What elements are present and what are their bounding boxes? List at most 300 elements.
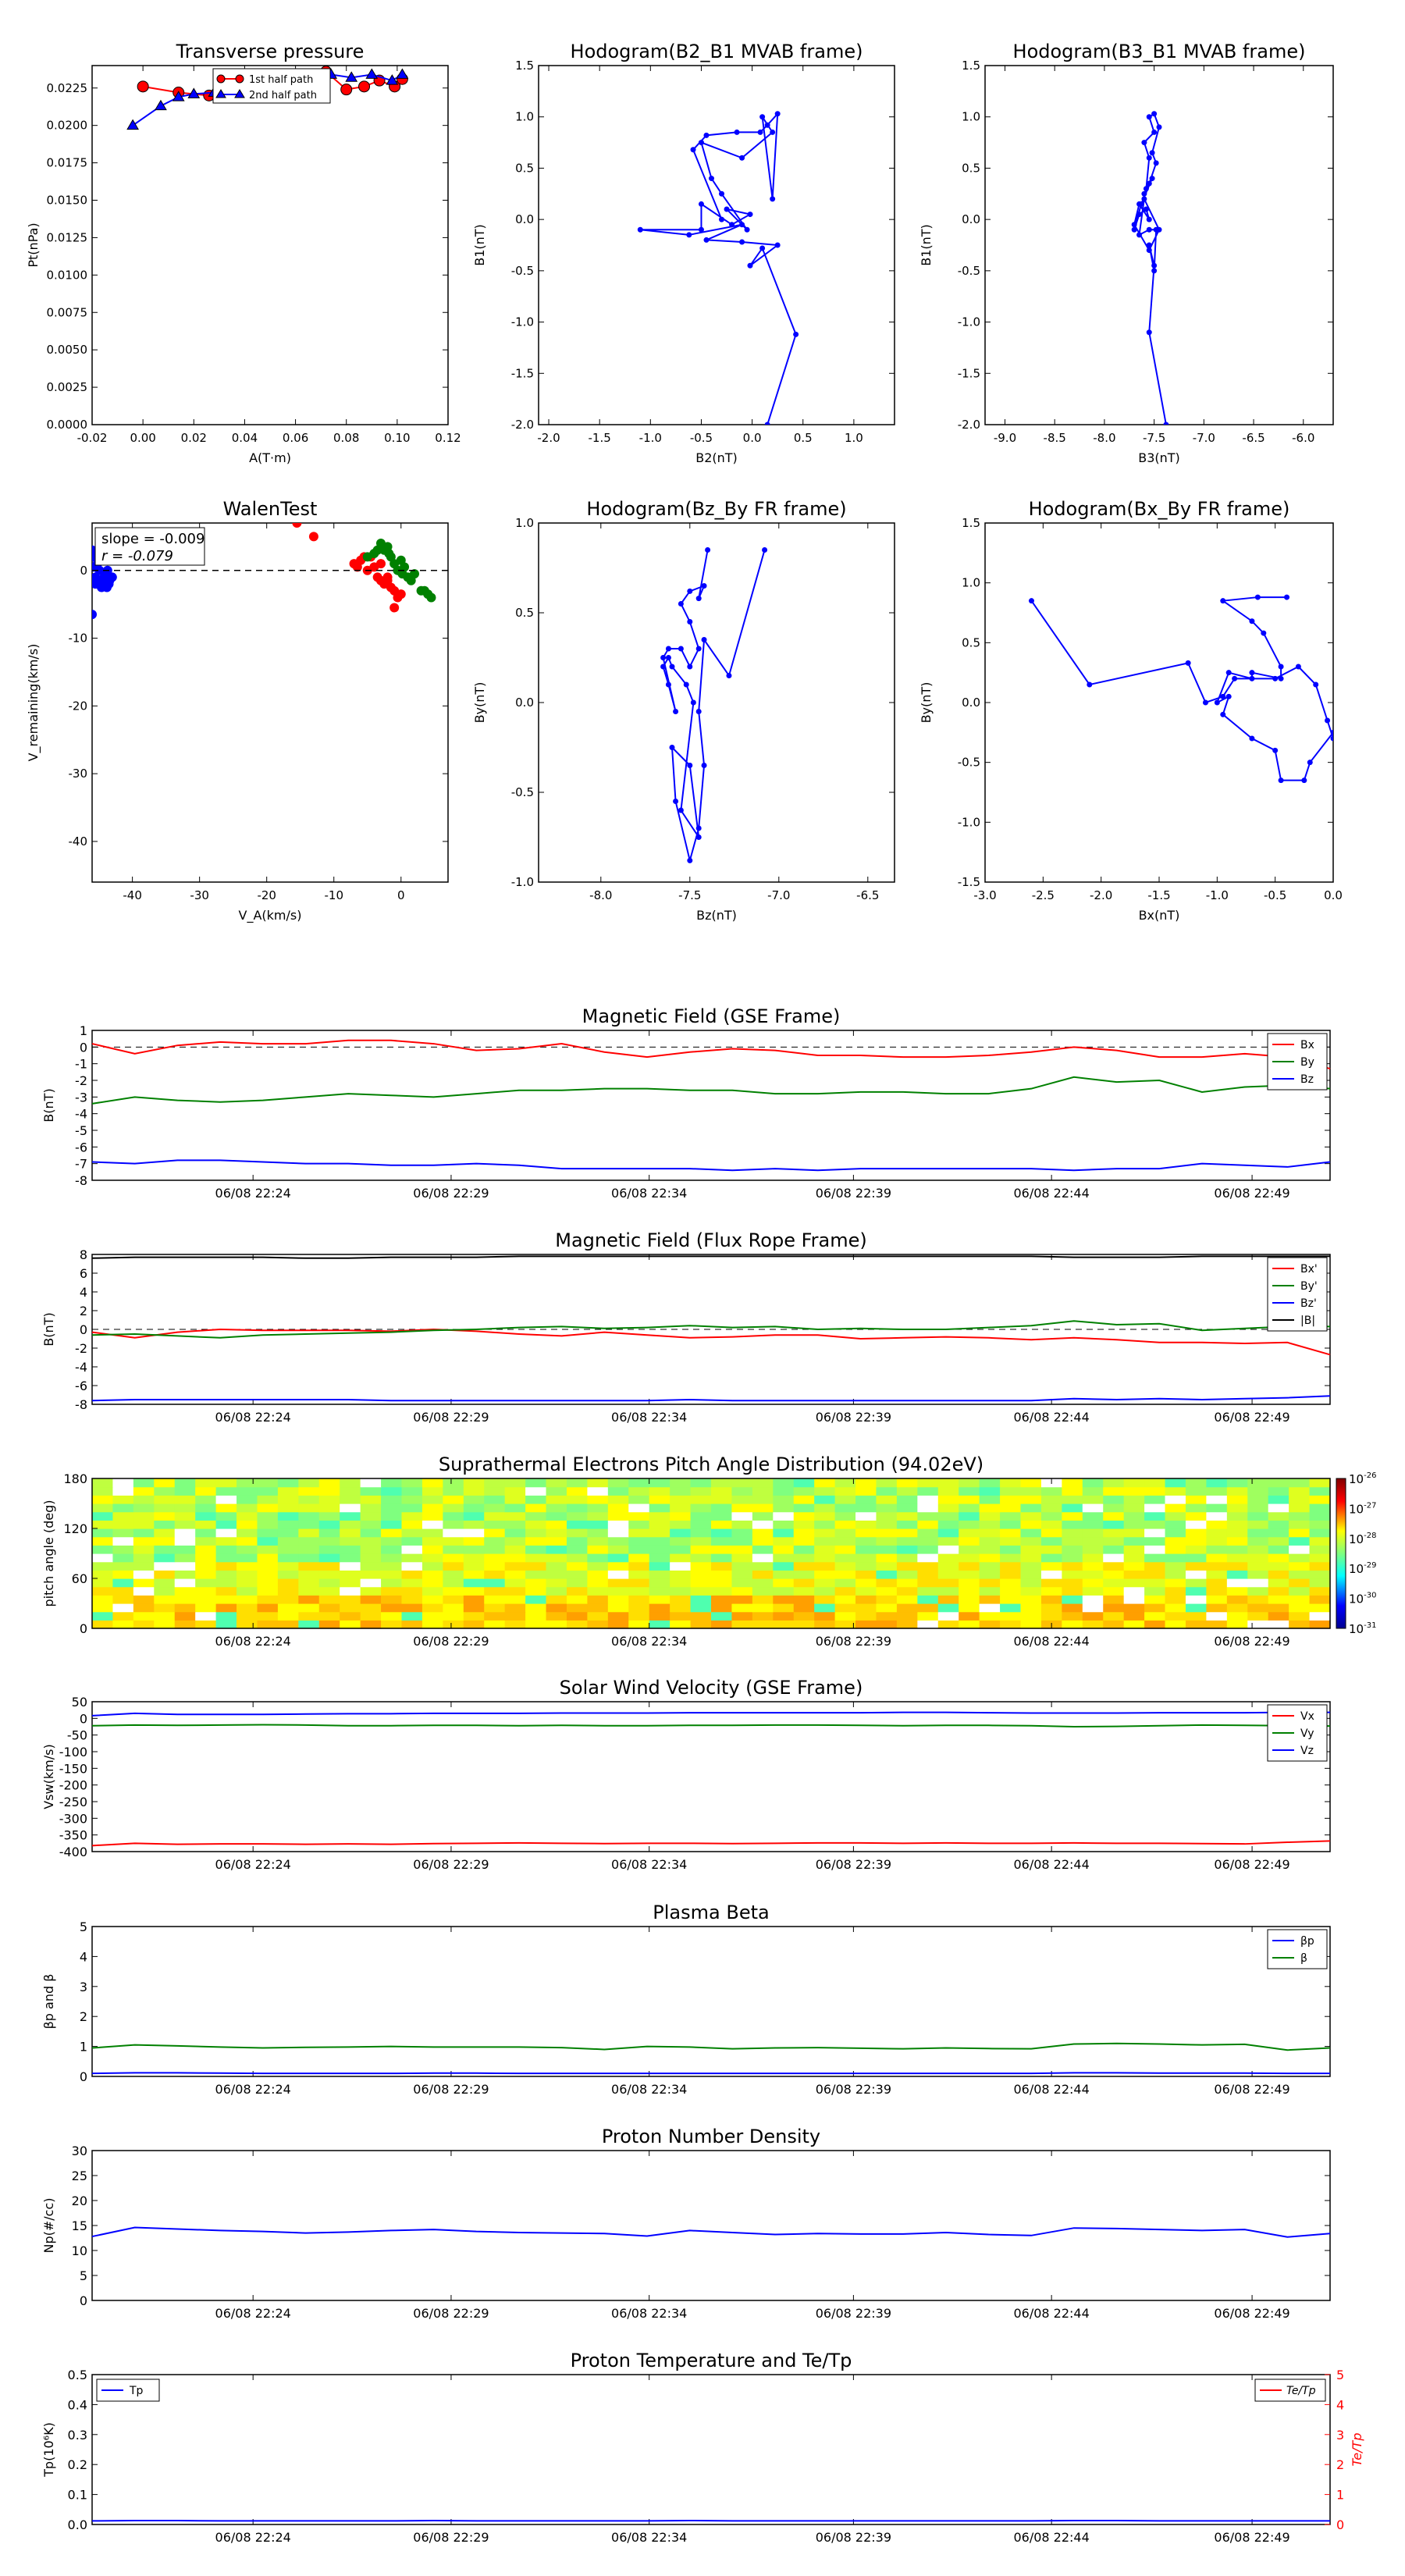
tp2-xtick-label: 06/08 22:29: [413, 2530, 489, 2545]
pad-cell: [112, 1478, 133, 1487]
fr1-point: [726, 673, 731, 678]
pad-cell: [1124, 1603, 1145, 1612]
pad-cell: [628, 1553, 649, 1562]
pad-cell: [1206, 1512, 1227, 1521]
pad-cell: [1227, 1595, 1248, 1603]
beta-ytick-label: 4: [79, 1949, 87, 1965]
pad-cell: [1144, 1537, 1165, 1546]
pad-cell: [1206, 1612, 1227, 1621]
pad-cell: [670, 1487, 691, 1496]
pad-cell: [731, 1612, 752, 1621]
mag_fr-ytick-label: 6: [79, 1266, 87, 1281]
pad-cell: [278, 1487, 299, 1496]
pad-cell: [133, 1595, 155, 1603]
pad-cell: [670, 1603, 691, 1612]
tp2-ytick-right-label: 3: [1336, 2427, 1345, 2443]
fr1-point: [687, 664, 692, 670]
pad-cell: [567, 1478, 588, 1487]
pad-cell: [175, 1512, 196, 1521]
pad-cell: [670, 1595, 691, 1603]
fr2-xtick-label: -2.0: [1090, 888, 1113, 902]
h2-point: [1147, 181, 1152, 187]
pad-cell: [1124, 1587, 1145, 1596]
pad-cell: [92, 1537, 113, 1546]
pad-cell: [649, 1503, 670, 1512]
pad-cell: [298, 1553, 319, 1562]
vsw-legend: [1268, 1705, 1327, 1761]
pad-cell: [855, 1503, 877, 1512]
h2-point: [1144, 186, 1149, 191]
pad-cell: [298, 1578, 319, 1587]
pad-cell: [464, 1537, 485, 1546]
h1-xtick-label: 1.0: [844, 431, 863, 445]
pad-cell: [567, 1545, 588, 1553]
pad-cell: [1021, 1603, 1042, 1612]
pad-cell: [567, 1537, 588, 1546]
pad-cell: [237, 1620, 258, 1628]
pad-cell: [773, 1487, 794, 1496]
pad-cell: [381, 1570, 402, 1578]
pad-cell: [1186, 1553, 1207, 1562]
pad-cell: [1103, 1570, 1124, 1578]
pad-cell: [670, 1528, 691, 1537]
h2-ytick-label: -1.0: [957, 315, 980, 329]
pad-cell: [195, 1478, 216, 1487]
pad-cell: [1165, 1553, 1186, 1562]
pad-colorbar-exponent: -28: [1364, 1531, 1377, 1540]
pad-cell: [1124, 1478, 1145, 1487]
pad-cell: [876, 1478, 897, 1487]
pad-cell: [608, 1553, 629, 1562]
vsw-legend-label: Vz: [1300, 1745, 1314, 1757]
pad-cell: [1021, 1595, 1042, 1603]
pad-cell: [154, 1612, 175, 1621]
h2-point: [1132, 222, 1137, 227]
pad-cell: [959, 1512, 980, 1521]
pad-cell: [1062, 1612, 1083, 1621]
pad-cell: [959, 1553, 980, 1562]
pad-cell: [464, 1620, 485, 1628]
h2-point: [1141, 140, 1147, 145]
vsw-ylabel: Vsw(km/s): [41, 1744, 56, 1809]
pad-cell: [1000, 1578, 1021, 1587]
mag_fr-ytick-label: 8: [79, 1247, 87, 1262]
h1-point: [770, 196, 775, 201]
pad-cell: [422, 1495, 443, 1503]
pad-cell: [112, 1620, 133, 1628]
pad-cell: [381, 1503, 402, 1512]
pad-cell: [814, 1578, 835, 1587]
pad-cell: [319, 1603, 340, 1612]
np-xtick-label: 06/08 22:49: [1214, 2306, 1290, 2321]
pad-cell: [1186, 1478, 1207, 1487]
walen-point: [383, 576, 393, 585]
pad-cell: [1310, 1562, 1331, 1571]
pad-cell: [855, 1562, 877, 1571]
pad-cell: [1247, 1478, 1268, 1487]
pad-cell: [402, 1512, 423, 1521]
tp2-legend-left: [97, 2379, 159, 2401]
h2-ytick-label: 0.0: [962, 212, 980, 227]
pad-cell: [1310, 1537, 1331, 1546]
h1-ytick-label: -0.5: [510, 263, 534, 278]
pad-cell: [319, 1478, 340, 1487]
pad-cell: [731, 1520, 752, 1528]
tp2-legend-right: [1255, 2379, 1325, 2401]
pad-cell: [381, 1520, 402, 1528]
pad-cell: [959, 1603, 980, 1612]
fr2-xtick-label: -0.5: [1264, 888, 1287, 902]
pad-cell: [608, 1512, 629, 1521]
pad-cell: [1247, 1578, 1268, 1587]
pad-cell: [195, 1520, 216, 1528]
h1-point: [719, 191, 724, 197]
pad-cell: [711, 1537, 732, 1546]
pad-cell: [938, 1587, 959, 1596]
h1-point: [759, 114, 765, 119]
pad-cell: [484, 1537, 505, 1546]
mag_gse-ytick-label: -7: [75, 1156, 87, 1172]
tp-ytick-label: 0.0075: [46, 305, 87, 320]
pad-cell: [340, 1612, 361, 1621]
pad-cell: [319, 1537, 340, 1546]
pad-cell: [1083, 1595, 1104, 1603]
pad-cell: [649, 1528, 670, 1537]
pad-cell: [257, 1595, 278, 1603]
pad-cell: [319, 1520, 340, 1528]
pad-cell: [752, 1487, 774, 1496]
pad-cell: [959, 1520, 980, 1528]
pad-cell: [1227, 1537, 1248, 1546]
pad-cell: [1144, 1553, 1165, 1562]
mag_fr-xtick-label: 06/08 22:34: [611, 1410, 688, 1425]
pad-cell: [1041, 1603, 1062, 1612]
pad-cell: [1289, 1512, 1310, 1521]
pad-cell: [1186, 1578, 1207, 1587]
h2-xtick-label: -6.5: [1242, 431, 1265, 445]
pad-cell: [1041, 1570, 1062, 1578]
pad-cell: [1083, 1553, 1104, 1562]
pad-cell: [175, 1545, 196, 1553]
h2-point: [1132, 227, 1137, 233]
tp-xtick-label: 0.08: [333, 431, 360, 445]
pad-cell: [1021, 1503, 1042, 1512]
pad-cell: [670, 1562, 691, 1571]
pad-cell: [1227, 1603, 1248, 1612]
pad-cell: [298, 1478, 319, 1487]
fr1-point: [762, 547, 767, 553]
pad-cell: [525, 1545, 546, 1553]
pad-xtick-label: 06/08 22:29: [413, 1634, 489, 1649]
pad-cell: [525, 1595, 546, 1603]
pad-cell: [959, 1503, 980, 1512]
pad-cell: [1062, 1570, 1083, 1578]
pad-cell: [422, 1587, 443, 1596]
tp2-xtick-label: 06/08 22:24: [215, 2530, 291, 2545]
pad-cell: [711, 1570, 732, 1578]
pad-cell: [1227, 1570, 1248, 1578]
pad-cell: [319, 1512, 340, 1521]
pad-cell: [1206, 1595, 1227, 1603]
h2-title: Hodogram(B3_B1 MVAB frame): [1012, 41, 1306, 62]
fr1-xlabel: Bz(nT): [696, 908, 737, 923]
pad-cell: [567, 1562, 588, 1571]
mag_gse-ytick-label: -8: [75, 1173, 87, 1188]
pad-cell: [1062, 1520, 1083, 1528]
pad-cell: [670, 1553, 691, 1562]
beta-ytick-label: 5: [79, 1920, 87, 1934]
pad-cell: [525, 1503, 546, 1512]
pad-cell: [195, 1495, 216, 1503]
pad-cell: [608, 1620, 629, 1628]
pad-cell: [112, 1545, 133, 1553]
pad-cell: [794, 1545, 815, 1553]
pad-cell: [794, 1595, 815, 1603]
walen-point: [97, 582, 106, 592]
pad-cell: [298, 1612, 319, 1621]
pad-cell: [175, 1603, 196, 1612]
fr2-point: [1215, 700, 1220, 706]
pad-cell: [567, 1570, 588, 1578]
pad-cell: [649, 1578, 670, 1587]
pad-cell: [525, 1620, 546, 1628]
pad-cell: [278, 1528, 299, 1537]
fr1-ytick-label: 1.0: [515, 516, 534, 530]
pad-cell: [691, 1620, 712, 1628]
pad-cell: [1310, 1503, 1331, 1512]
pad-cell: [216, 1512, 237, 1521]
pad-cell: [443, 1520, 464, 1528]
pad-cell: [1041, 1520, 1062, 1528]
pad-cell: [1041, 1562, 1062, 1571]
pad-cell: [484, 1562, 505, 1571]
pad-cell: [1144, 1528, 1165, 1537]
pad-cell: [1186, 1537, 1207, 1546]
pad-cell: [917, 1545, 938, 1553]
pad-cell: [1247, 1587, 1268, 1596]
h2-point: [1150, 150, 1155, 155]
pad-cell: [422, 1478, 443, 1487]
np-ytick-label: 30: [71, 2144, 87, 2158]
pad-cell: [1021, 1570, 1042, 1578]
pad-cell: [278, 1512, 299, 1521]
h1-point: [703, 133, 709, 138]
pad-cell: [92, 1612, 113, 1621]
h2-point: [1151, 111, 1157, 116]
pad-cell: [587, 1495, 608, 1503]
pad-cell: [1227, 1512, 1248, 1521]
pad-cell: [1124, 1562, 1145, 1571]
pad-cell: [608, 1570, 629, 1578]
pad-cell: [216, 1478, 237, 1487]
pad-cell: [154, 1620, 175, 1628]
pad-cell: [361, 1570, 382, 1578]
pad-cell: [278, 1612, 299, 1621]
pad-cell: [855, 1537, 877, 1546]
pad-cell: [980, 1612, 1001, 1621]
pad-cell: [1289, 1612, 1310, 1621]
pad-cell: [1041, 1537, 1062, 1546]
pad-colorbar-label: $10^{-31}$: [1349, 1621, 1377, 1636]
mag_fr-ylabel: B(nT): [41, 1312, 56, 1347]
tp-point: [137, 81, 148, 92]
pad-cell: [278, 1537, 299, 1546]
h1-ytick-label: 0.5: [515, 161, 534, 176]
pad-cell: [711, 1562, 732, 1571]
pad-cell: [855, 1603, 877, 1612]
pad-cell: [340, 1570, 361, 1578]
beta-legend: [1268, 1930, 1327, 1969]
pad-cell: [959, 1570, 980, 1578]
pad-cell: [1247, 1570, 1268, 1578]
pad-cell: [92, 1545, 113, 1553]
pad-cell: [773, 1570, 794, 1578]
pad-cell: [422, 1553, 443, 1562]
pad-cell: [980, 1603, 1001, 1612]
pad-cell: [257, 1562, 278, 1571]
pad-cell: [608, 1503, 629, 1512]
pad-cell: [628, 1503, 649, 1512]
pad-cell: [1268, 1612, 1289, 1621]
pad-cell: [278, 1578, 299, 1587]
fr2-point: [1272, 748, 1278, 753]
pad-cell: [835, 1495, 856, 1503]
pad-cell: [1144, 1578, 1165, 1587]
pad-cell: [649, 1545, 670, 1553]
pad-cell: [938, 1578, 959, 1587]
pad-cell: [133, 1495, 155, 1503]
pad-cell: [814, 1620, 835, 1628]
pad-colorbar-exponent: -26: [1364, 1471, 1377, 1480]
pad-cell: [835, 1553, 856, 1562]
mag_gse-legend: [1268, 1034, 1327, 1090]
pad-cell: [319, 1612, 340, 1621]
pad-cell: [381, 1545, 402, 1553]
pad-cell: [752, 1537, 774, 1546]
pad-cell: [1041, 1528, 1062, 1537]
mag_gse-legend-label: Bz: [1300, 1073, 1314, 1086]
vsw-xtick-label: 06/08 22:39: [815, 1857, 892, 1872]
fr2-point: [1186, 660, 1191, 666]
pad-cell: [1186, 1603, 1207, 1612]
pad-cell: [1021, 1587, 1042, 1596]
fr1-point: [702, 637, 707, 642]
pad-cell: [773, 1562, 794, 1571]
mag_gse-ytick-label: 0: [79, 1040, 87, 1055]
pad-cell: [237, 1595, 258, 1603]
pad-cell: [608, 1578, 629, 1587]
pad-cell: [340, 1587, 361, 1596]
pad-cell: [216, 1595, 237, 1603]
pad-cell: [855, 1487, 877, 1496]
pad-cell: [112, 1487, 133, 1496]
pad-cell: [257, 1620, 278, 1628]
pad-cell: [257, 1545, 278, 1553]
fr2-point: [1296, 664, 1301, 670]
mag_fr-xtick-label: 06/08 22:29: [413, 1410, 489, 1425]
pad-cell: [587, 1478, 608, 1487]
pad-cell: [443, 1503, 464, 1512]
pad-cell: [794, 1537, 815, 1546]
fr1-point: [678, 808, 684, 813]
pad-cell: [835, 1478, 856, 1487]
tp2-ytick-label: 0.1: [67, 2487, 87, 2503]
h1-point: [703, 237, 709, 243]
pad-cell: [1083, 1545, 1104, 1553]
pad-cell: [278, 1495, 299, 1503]
pad-cell: [1103, 1553, 1124, 1562]
fr2-ylabel: By(nT): [919, 681, 934, 724]
pad-cell: [959, 1495, 980, 1503]
fr2-point: [1220, 694, 1225, 699]
pad-cell: [1124, 1553, 1145, 1562]
pad-cell: [195, 1503, 216, 1512]
pad-cell: [917, 1553, 938, 1562]
h2-ylabel: B1(nT): [919, 224, 934, 266]
pad-cell: [92, 1520, 113, 1528]
pad-colorbar-label: $10^{-27}$: [1349, 1501, 1377, 1517]
pad-cell: [752, 1612, 774, 1621]
pad-cell: [814, 1612, 835, 1621]
tp-xtick-label: 0.04: [231, 431, 258, 445]
fr1-point: [687, 763, 692, 768]
pad-cell: [794, 1495, 815, 1503]
pad-cell: [1062, 1553, 1083, 1562]
pad-cell: [567, 1578, 588, 1587]
h2-point: [1147, 155, 1152, 161]
pad-cell: [1206, 1528, 1227, 1537]
pad-cell: [1000, 1562, 1021, 1571]
pad-cell: [1103, 1595, 1124, 1603]
pad-cell: [133, 1545, 155, 1553]
mag_fr-ytick-label: -6: [75, 1379, 87, 1393]
pad-cell: [917, 1478, 938, 1487]
pad-cell: [1000, 1487, 1021, 1496]
pad-cell: [319, 1503, 340, 1512]
pad-cell: [319, 1562, 340, 1571]
pad-cell: [361, 1537, 382, 1546]
h1-ytick-label: -1.5: [510, 366, 534, 381]
pad-cell: [112, 1495, 133, 1503]
pad-cell: [711, 1528, 732, 1537]
pad-cell: [92, 1570, 113, 1578]
pad-cell: [814, 1553, 835, 1562]
pad-cell: [402, 1620, 423, 1628]
pad-cell: [1227, 1578, 1248, 1587]
pad-ytick-label: 60: [71, 1571, 87, 1586]
pad-cell: [525, 1487, 546, 1496]
pad-cell: [237, 1495, 258, 1503]
pad-cell: [133, 1487, 155, 1496]
pad-cell: [794, 1612, 815, 1621]
pad-cell: [855, 1478, 877, 1487]
pad-cell: [1062, 1512, 1083, 1521]
beta-ytick-label: 2: [79, 2009, 87, 2025]
pad-cell: [278, 1562, 299, 1571]
pad-cell: [484, 1595, 505, 1603]
h1-point: [758, 130, 763, 135]
pad-cell: [381, 1620, 402, 1628]
pad-cell: [1021, 1537, 1042, 1546]
vsw-legend-label: Vx: [1300, 1710, 1314, 1723]
pad-cell: [133, 1603, 155, 1612]
pad-cell: [917, 1562, 938, 1571]
beta-xtick-label: 06/08 22:24: [215, 2082, 291, 2097]
pad-cell: [1083, 1620, 1104, 1628]
pad-cell: [1186, 1620, 1207, 1628]
pad-cell: [1186, 1528, 1207, 1537]
pad-cell: [1247, 1528, 1268, 1537]
